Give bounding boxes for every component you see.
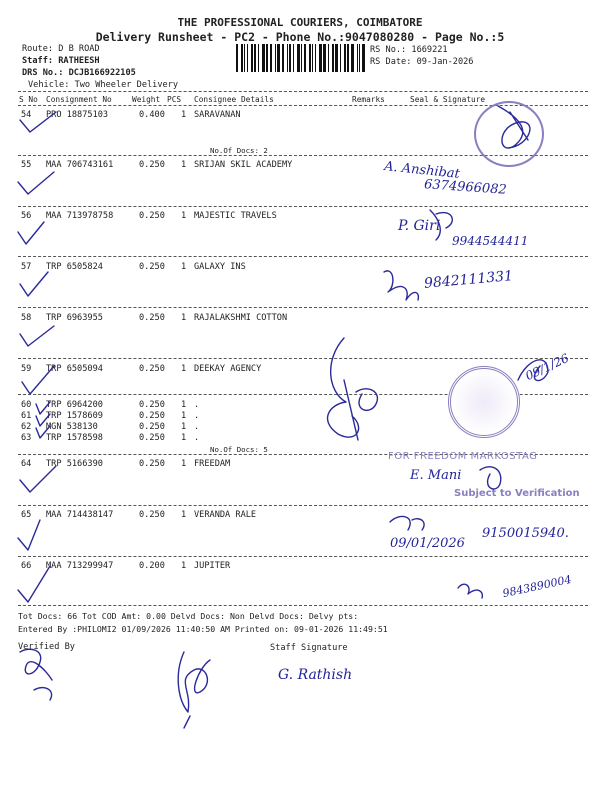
row-pcs: 1 [181,411,187,421]
staff-handwritten-signature: G. Rathish [278,667,353,683]
route-label: Route: D B ROAD [22,44,100,54]
col-sno: S No [19,95,38,104]
signature-scribble-57 [384,271,418,300]
handwritten-name-55: A. Anshibat [383,159,461,182]
row-weight: 0.200 [139,561,165,571]
row-pcs: 1 [181,364,187,374]
staff-signature-label: Staff Signature [270,643,348,653]
handwritten-date-59: 09/1/26 [523,350,572,384]
checkmark-icon [36,426,50,438]
col-consignee: Consignee Details [194,95,274,104]
row-consignment: TRP 6963955 [46,313,103,323]
row-consignment: TRP 6505824 [46,262,103,272]
row-weight: 0.250 [139,313,165,323]
row-pcs: 1 [181,561,187,571]
row-consignee: GALAXY INS [194,262,246,272]
signature-scribble-64 [480,467,501,489]
row-consignee: MAJESTIC TRAVELS [194,211,277,221]
signature-scribble-59 [328,338,378,440]
runsheet-subtitle: Delivery Runsheet - PC2 - Phone No.:9047080280 - Page No.:5 [95,30,505,44]
checkmark-icon [18,172,54,194]
row-weight: 0.250 [139,262,165,272]
drs-number: DRS No.: DCJB166922105 [22,68,136,78]
row-consignee: FREEDAM [194,459,231,469]
signature-scribble-54 [498,106,530,148]
checkmark-icon [36,414,50,426]
row-pcs: 1 [181,422,187,432]
row-sno: 59 [21,364,32,374]
col-pcs: PCS [167,95,182,104]
row-weight: 0.250 [139,510,165,520]
row-weight: 0.400 [139,110,165,120]
signature-scribble-65 [390,516,424,530]
row-sno: 55 [21,160,32,170]
verifier-signature [20,649,52,700]
row-consignment: TRP 6505094 [46,364,103,374]
row-consignee: JUPITER [194,561,231,571]
row-sno: 60 [21,400,32,410]
row-consignee: VERANDA RALE [194,510,257,520]
row-weight: 0.250 [139,211,165,221]
signature-scribble-66 [458,584,482,598]
checkmark-icon [18,222,44,244]
handwritten-phone-55: 6374966082 [423,177,508,198]
row-consignment: TRP 1578609 [46,411,103,421]
row-weight: 0.250 [139,433,165,443]
handwritten-name-56: P. Giri [398,218,441,234]
row-pcs: 1 [181,510,187,520]
row-pcs: 1 [181,459,187,469]
totals-line: Tot Docs: 66 Tot COD Amt: 0.00 Delvd Docs: Non Delvd Docs: Delvy pts: [18,611,359,621]
row-pcs: 1 [181,400,187,410]
row-weight: 0.250 [139,400,165,410]
row-sno: 65 [21,510,32,520]
row-consignee: . [194,433,200,443]
row-pcs: 1 [181,262,187,272]
checkmark-icon [18,566,50,602]
handwritten-phone-56: 9944544411 [452,234,529,248]
checkmark-icon [22,366,54,394]
handwritten-name-64: E. Mani [410,468,462,483]
rs-date: RS Date: 09-Jan-2026 [370,57,474,67]
row-consignment: TRP 1578598 [46,433,103,443]
row-consignment: TRP 5166390 [46,459,103,469]
handwritten-phone-65: 9150015940. [482,526,569,541]
row-consignee: . [194,411,200,421]
row-consignment: PRO 18875103 [46,110,109,120]
docs-note: No.Of Docs: 2 [210,146,268,155]
signature-scribble-56 [430,210,452,240]
handwritten-date-65: 09/01/2026 [390,536,465,551]
row-weight: 0.250 [139,411,165,421]
checkmark-icon [20,466,56,492]
entered-by-line: Entered By :PHILOMI2 01/09/2026 11:40:50 AM Printed on: 09-01-2026 11:49:51 [18,624,388,634]
row-consignee: SRIJAN SKIL ACADEMY [194,160,293,170]
verification-stamp: Subject to Verification [454,488,580,499]
handwritten-phone-57: 9842111331 [423,268,514,292]
row-weight: 0.250 [139,364,165,374]
signature-scribble-59b [518,360,548,381]
col-remarks: Remarks [352,95,385,104]
row-consignment: MGN 538130 [46,422,98,432]
staff-label: Staff: RATHEESH [22,56,100,66]
row-sno: 61 [21,411,32,421]
row-consignment: MAA 713978758 [46,211,114,221]
vehicle-label: Vehicle: Two Wheeler Delivery [28,80,179,90]
row-consignment: MAA 714438147 [46,510,114,520]
row-consignee: RAJALAKSHMI COTTON [194,313,288,323]
row-consignment: MAA 713299947 [46,561,114,571]
row-sno: 58 [21,313,32,323]
col-seal-signature: Seal & Signature [410,95,486,104]
verifier-signature-2 [178,652,210,728]
row-weight: 0.250 [139,160,165,170]
row-sno: 63 [21,433,32,443]
row-consignee: . [194,422,200,432]
row-sno: 62 [21,422,32,432]
col-consignment: Consignment No [46,95,112,104]
docs-note: No.Of Docs: 5 [210,445,268,454]
row-weight: 0.250 [139,422,165,432]
verified-by-label: Verified By [18,642,75,652]
row-sno: 56 [21,211,32,221]
row-weight: 0.250 [139,459,165,469]
row-sno: 64 [21,459,32,469]
row-consignee: . [194,400,200,410]
checkmark-icon [20,326,54,346]
row-consignment: MAA 706743161 [46,160,114,170]
row-pcs: 1 [181,211,187,221]
row-sno: 57 [21,262,32,272]
row-consignee: SARAVANAN [194,110,241,120]
row-pcs: 1 [181,160,187,170]
checkmark-icon [20,112,56,132]
company-title: THE PROFESSIONAL COURIERS, COIMBATORE [177,16,423,29]
row-pcs: 1 [181,433,187,443]
row-pcs: 1 [181,313,187,323]
checkmark-icon [36,402,50,414]
row-consignment: TRP 6964200 [46,400,103,410]
row-pcs: 1 [181,110,187,120]
rs-number: RS No.: 1669221 [370,45,448,55]
col-weight: Weight [132,95,161,104]
row-consignee: DEEKAY AGENCY [194,364,262,374]
freedom-stamp-text: FOR FREEDOM MARKOSTAG [388,451,538,462]
row-sno: 54 [21,110,32,120]
handwritten-phone-66: 9843890004 [501,572,573,601]
row-sno: 66 [21,561,32,571]
checkmark-icon [20,272,48,296]
checkmark-icon [18,520,40,550]
